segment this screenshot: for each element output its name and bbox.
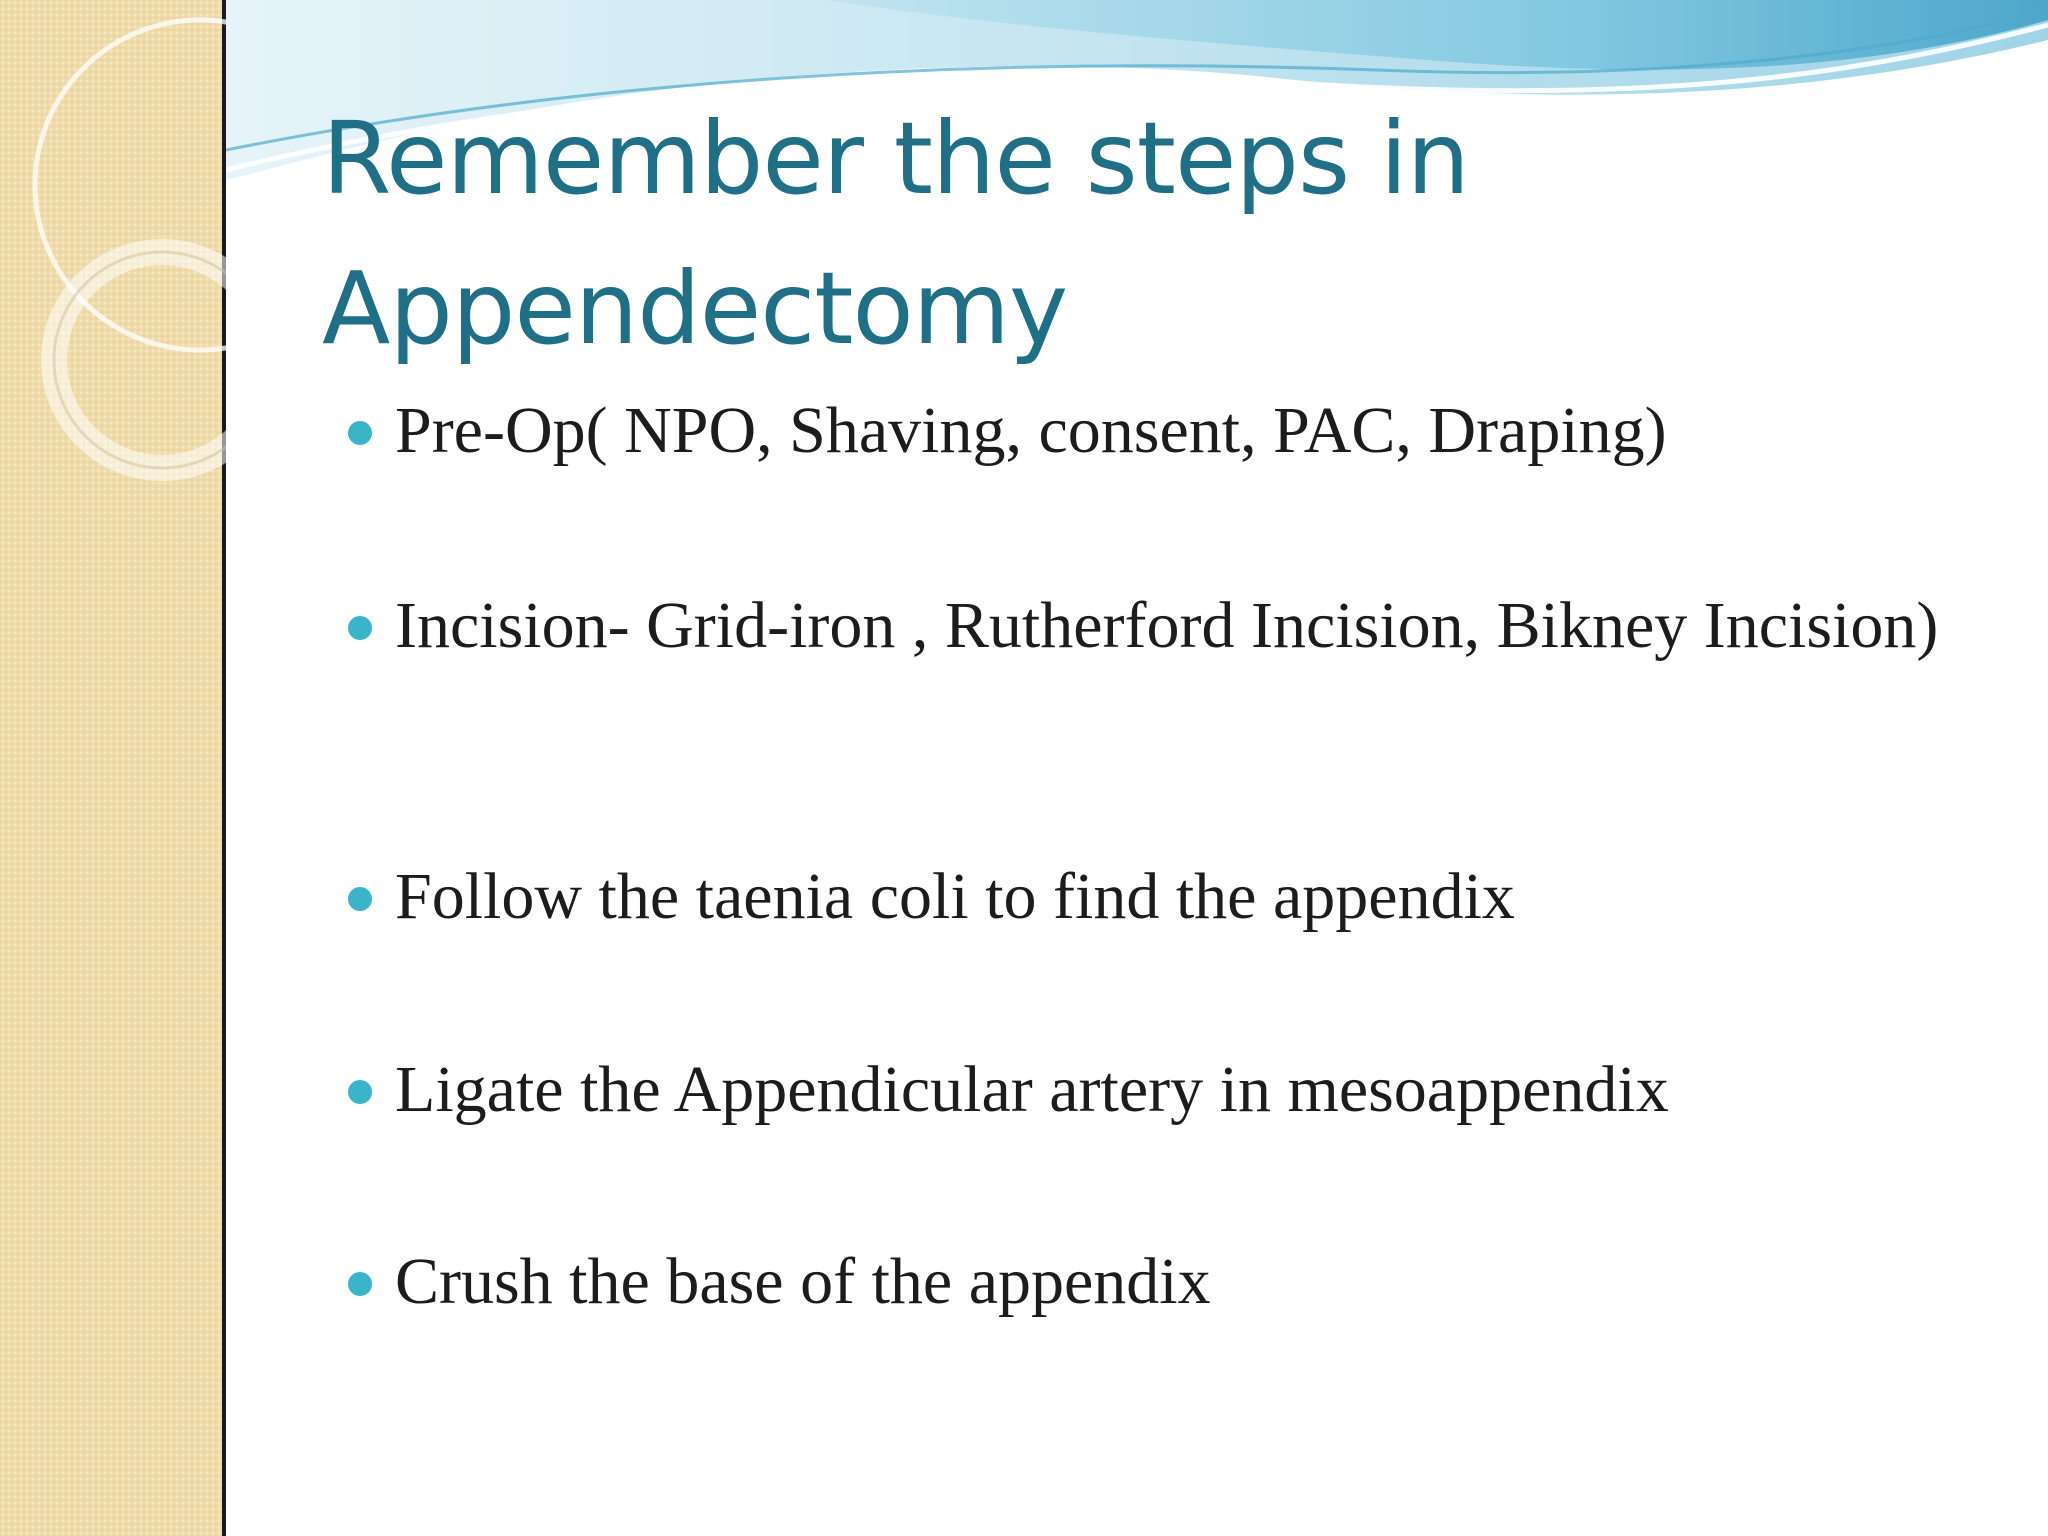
bullet-item-taenia-coli [395,857,1955,937]
bullet-text: Crush the base of the appendix [395,1245,1211,1318]
title-line-1: Remember the steps in [322,100,1470,217]
bullet-item-pre-op [395,391,1955,471]
bullet-text: Pre-Op( NPO, Shaving, consent, PAC, Draping) [395,394,1667,467]
bullet-icon [348,421,372,445]
bullet-icon [348,616,372,640]
bullet-text: Ligate the Appendicular artery in mesoappendix [395,1053,1669,1126]
bullet-text: Follow the taenia coli to find the appendix [395,860,1515,933]
title-line-2: Appendectomy [322,250,1068,367]
bullet-item-ligate-artery [395,1050,1955,1130]
bullet-icon [348,1080,372,1104]
bullet-item-incision [395,586,1955,666]
bullet-item-crush-base [395,1242,1955,1322]
bullet-icon [348,887,372,911]
bullet-icon [348,1272,372,1296]
bullet-text: Incision- Grid-iron , Rutherford Incision, Bikney Incision) [395,589,1939,662]
